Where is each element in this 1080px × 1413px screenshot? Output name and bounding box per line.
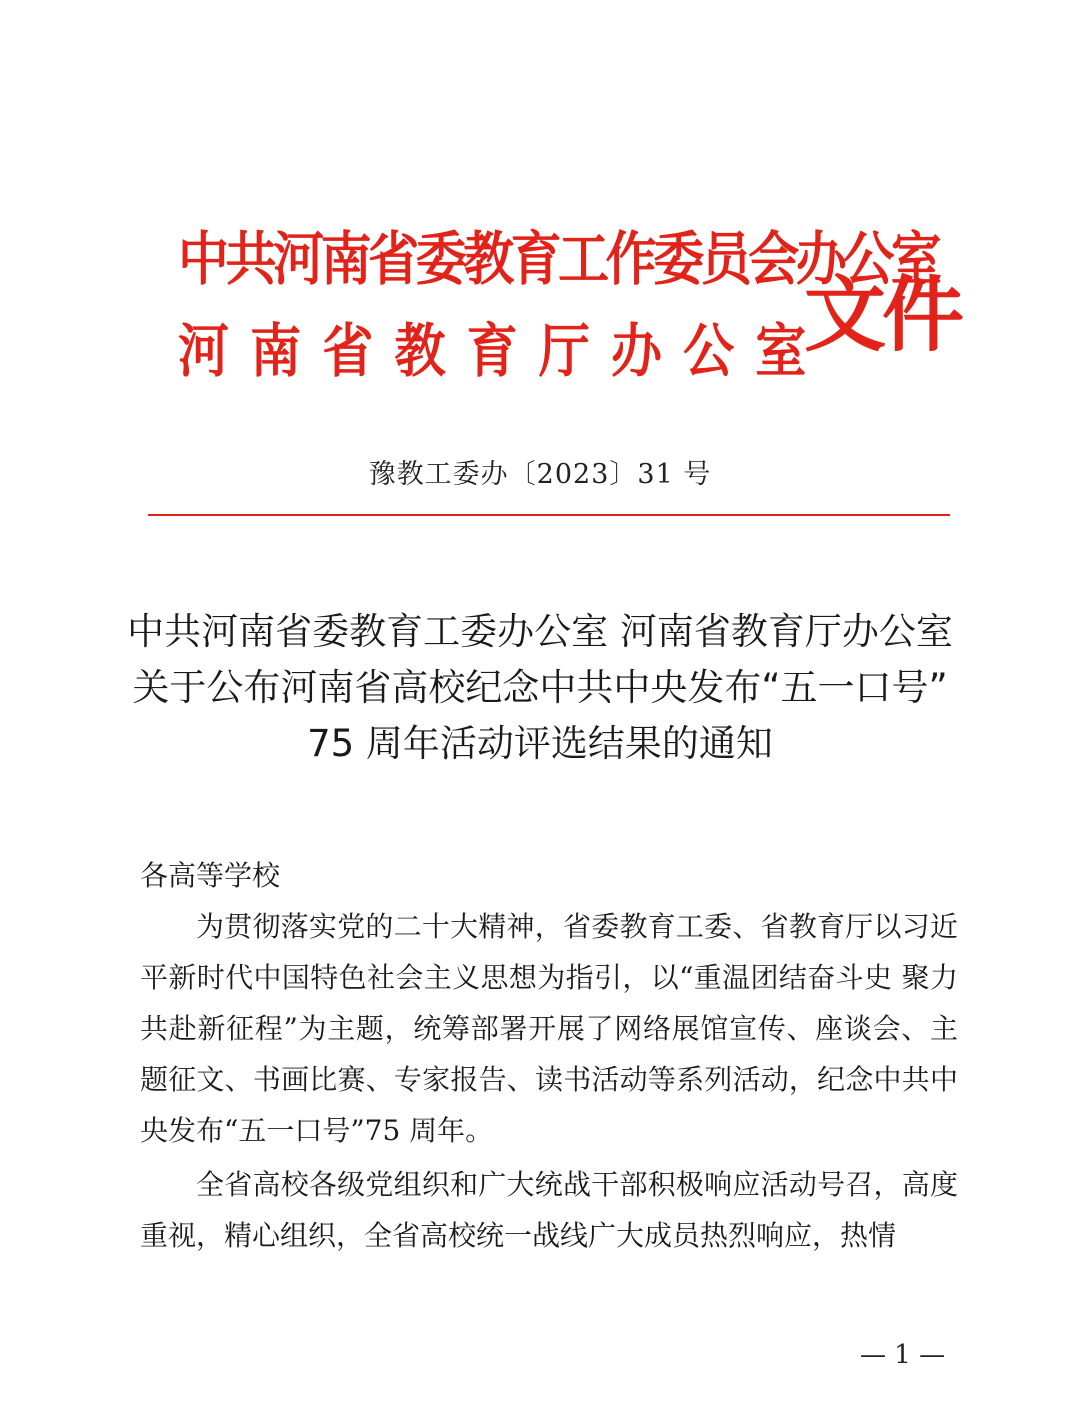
document-body [140, 850, 958, 1261]
red-masthead [178, 212, 961, 387]
body-paragraph-2: 全省高校各级党组织和广大统战干部积极响应活动号召，高度重视，精心组织，全省高校统一战线广大成员热烈响应，热情 [140, 1168, 958, 1252]
red-divider-line [148, 514, 950, 516]
masthead-suffix: 文件 [804, 268, 961, 363]
title-line-1: 中共河南省委教育工委办公室 河南省教育厅办公室 [127, 610, 953, 653]
page-number: — 1 — [860, 1340, 946, 1370]
document-number: 豫教工委办〔2023〕31 号 [368, 459, 712, 490]
masthead-line-2: 河南省教育厅办公室 [178, 317, 828, 385]
title-line-3: 75 周年活动评选结果的通知 [307, 722, 773, 765]
document-title [120, 604, 960, 772]
body-paragraph-1: 为贯彻落实党的二十大精神，省委教育工委、省教育厅以习近平新时代中国特色社会主义思想为指引，以“重温团结奋斗史 聚力共赴新征程”为主题，统筹部署开展了网络展馆宣传、座谈会、主题征文、书画比赛、专家报告、读书活动等系列活动，纪念中共中央发布“五一口号”75 周年。 [140, 910, 958, 1147]
masthead-line-1: 中共河南省委教育工作委员会办公室 [178, 225, 939, 293]
title-line-2: 关于公布河南省高校纪念中共中央发布“五一口号” [132, 666, 948, 709]
salutation: 各高等学校 [140, 859, 281, 892]
